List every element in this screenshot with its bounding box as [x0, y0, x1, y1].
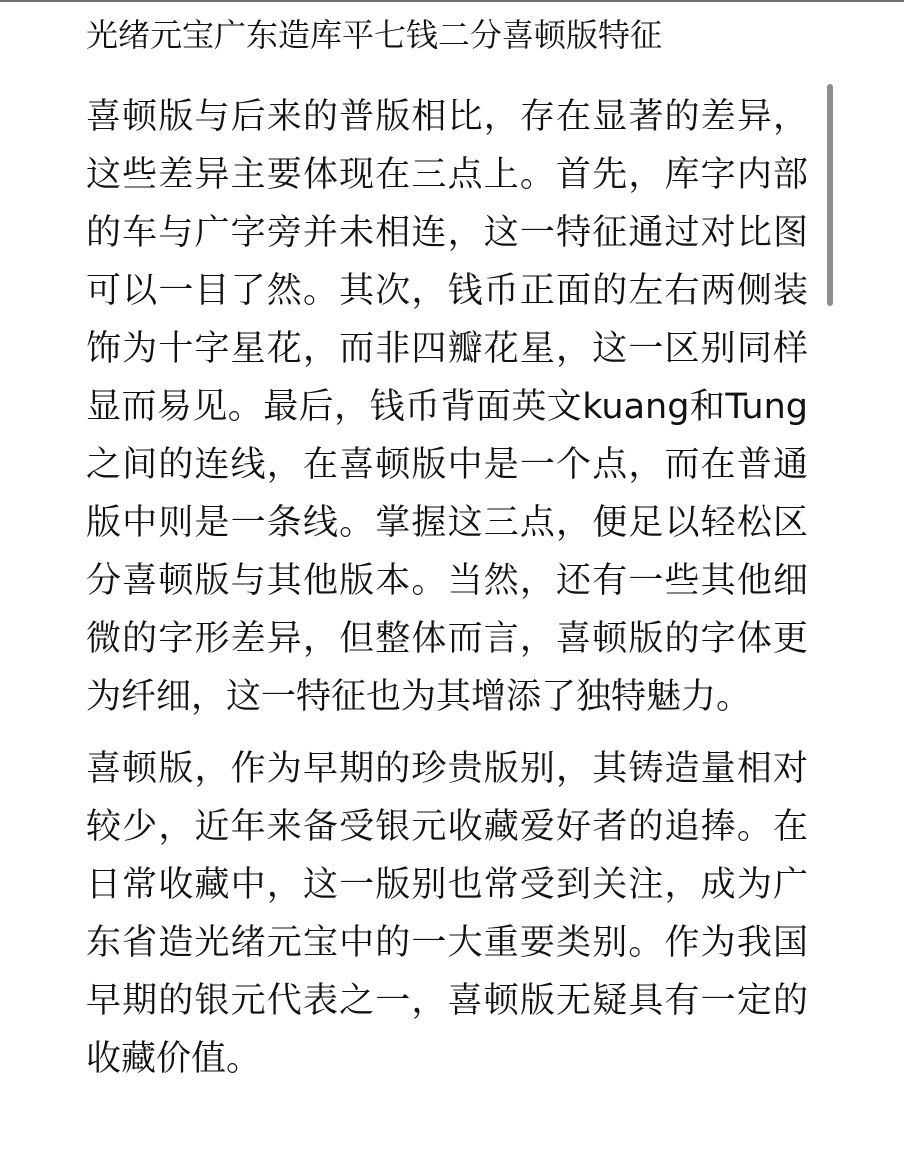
scrollbar-thumb[interactable] — [827, 84, 833, 306]
paragraph-2: 喜顿版，作为早期的珍贵版别，其铸造量相对较少，近年来备受银元收藏爱好者的追捧。在日常收藏中，这一版别也常受到关注，成为广东省造光绪元宝中的一大重要类别。作为我国早期的银元代表之一，喜顿版无疑具有一定的收藏价值。 — [86, 749, 808, 1079]
top-divider — [0, 0, 904, 2]
article-body — [86, 88, 808, 1088]
page-title: 光绪元宝广东造库平七钱二分喜顿版特征 — [86, 16, 663, 54]
paragraph-1: 喜顿版与后来的普版相比，存在显著的差异，这些差异主要体现在三点上。首先，库字内部的车与广字旁并未相连，这一特征通过对比图可以一目了然。其次，钱币正面的左右两侧装饰为十字星花，而非四瓣花星，这一区别同样显而易见。最后，钱币背面英文kuang和Tung之间的连线，在喜顿版中是一个点，而在普通版中则是一条线。掌握这三点，便足以轻松区分喜顿版与其他版本。当然，还有一些其他细微的字形差异，但整体而言，喜顿版的字体更为纤细，这一特征也为其增添了独特魅力。 — [86, 97, 808, 717]
